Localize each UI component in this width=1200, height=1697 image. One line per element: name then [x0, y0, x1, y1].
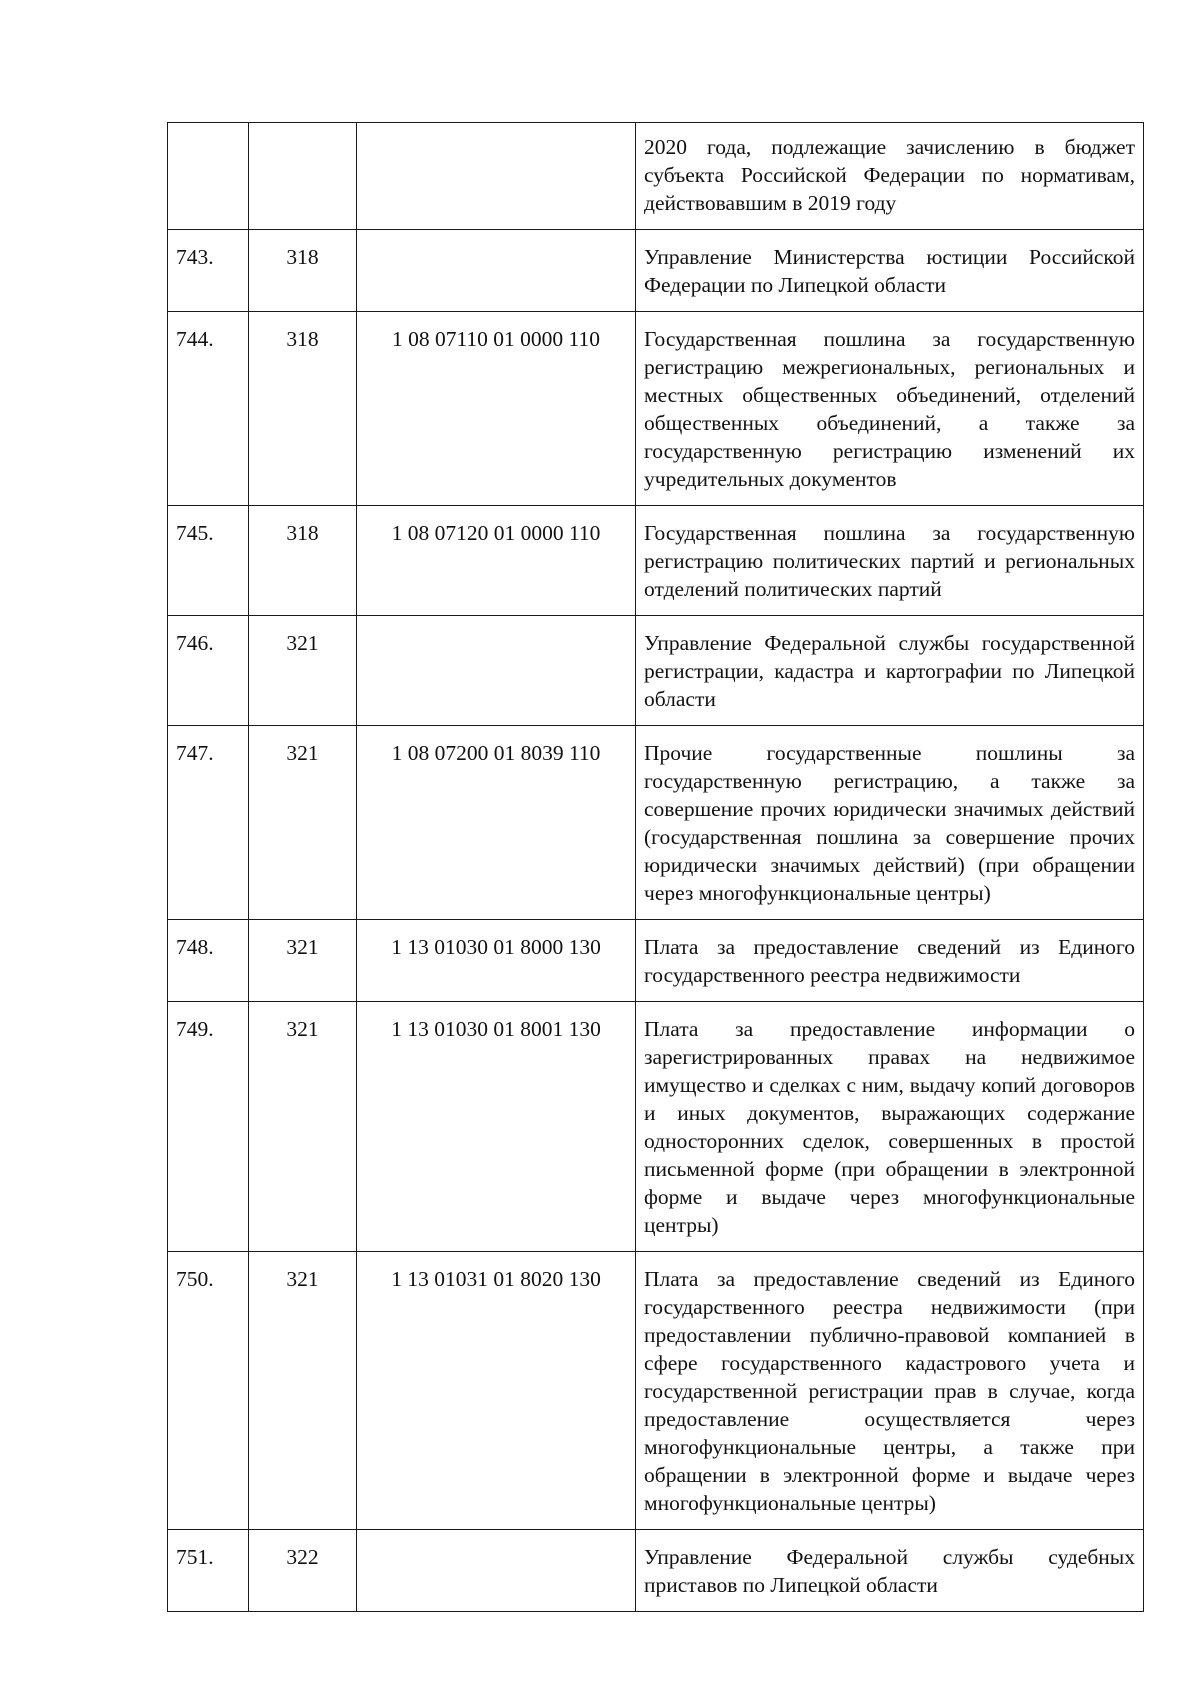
- row-number: 746.: [168, 616, 249, 726]
- table-row: [168, 616, 1144, 726]
- revenue-classification-code: 1 08 07120 01 0000 110: [357, 506, 636, 616]
- table-row: [168, 1252, 1144, 1530]
- row-number: 747.: [168, 726, 249, 920]
- administrator-code: 318: [249, 312, 357, 506]
- revenue-description: Управление Федеральной службы судебных приставов по Липецкой области: [636, 1530, 1144, 1612]
- revenue-description: Плата за предоставление сведений из Единого государственного реестра недвижимости (при предоставлении публично-правовой компанией в сфере государственного кадастрового учета и государственной регистрации прав в случае, когда предоставление осуществляется через многофункциональные центры, а также при обращении в электронной форме и выдаче через многофункциональные центры): [636, 1252, 1144, 1530]
- revenue-description: Управление Федеральной службы государственной регистрации, кадастра и картографии по Липецкой области: [636, 616, 1144, 726]
- revenue-description: Плата за предоставление сведений из Единого государственного реестра недвижимости: [636, 920, 1144, 1002]
- table-row: [168, 726, 1144, 920]
- revenue-classification-code: 1 13 01030 01 8000 130: [357, 920, 636, 1002]
- table-row: [168, 123, 1144, 230]
- administrator-code: 322: [249, 1530, 357, 1612]
- administrator-code: 321: [249, 920, 357, 1002]
- revenue-description: Государственная пошлина за государственную регистрацию межрегиональных, региональных и местных общественных объединений, отделений общественных объединений, а также за государственную регистрацию изменений их учредительных документов: [636, 312, 1144, 506]
- table-row: [168, 312, 1144, 506]
- revenue-description: Управление Министерства юстиции Российской Федерации по Липецкой области: [636, 230, 1144, 312]
- revenue-description: Прочие государственные пошлины за государственную регистрацию, а также за совершение прочих юридически значимых действий (государственная пошлина за совершение прочих юридически значимых действий) (при обращении через многофункциональные центры): [636, 726, 1144, 920]
- row-number: 748.: [168, 920, 249, 1002]
- administrator-code: 318: [249, 230, 357, 312]
- revenue-classification-code: [357, 1530, 636, 1612]
- administrator-code: [249, 123, 357, 230]
- revenue-classification-code: [357, 230, 636, 312]
- revenue-description: 2020 года, подлежащие зачислению в бюджет субъекта Российской Федерации по нормативам, действовавшим в 2019 году: [636, 123, 1144, 230]
- row-number: 743.: [168, 230, 249, 312]
- row-number: 745.: [168, 506, 249, 616]
- table-row: [168, 920, 1144, 1002]
- row-number: 750.: [168, 1252, 249, 1530]
- table-row: [168, 230, 1144, 312]
- row-number: [168, 123, 249, 230]
- administrator-code: 321: [249, 616, 357, 726]
- administrator-code: 321: [249, 1002, 357, 1252]
- revenue-description: Плата за предоставление информации о зарегистрированных правах на недвижимое имущество и сделках с ним, выдачу копий договоров и иных документов, выражающих содержание односторонних сделок, совершенных в простой письменной форме (при обращении в электронной форме и выдаче через многофункциональные центры): [636, 1002, 1144, 1252]
- revenue-classification-code: 1 08 07200 01 8039 110: [357, 726, 636, 920]
- administrator-code: 318: [249, 506, 357, 616]
- revenue-classification-code: 1 13 01031 01 8020 130: [357, 1252, 636, 1530]
- table-row: [168, 506, 1144, 616]
- revenue-classification-code: 1 08 07110 01 0000 110: [357, 312, 636, 506]
- revenue-classification-code: [357, 123, 636, 230]
- administrator-code: 321: [249, 1252, 357, 1530]
- budget-revenue-table: [167, 122, 1144, 1612]
- row-number: 744.: [168, 312, 249, 506]
- administrator-code: 321: [249, 726, 357, 920]
- revenue-classification-code: [357, 616, 636, 726]
- revenue-classification-code: 1 13 01030 01 8001 130: [357, 1002, 636, 1252]
- table-row: [168, 1002, 1144, 1252]
- table-row: [168, 1530, 1144, 1612]
- row-number: 749.: [168, 1002, 249, 1252]
- row-number: 751.: [168, 1530, 249, 1612]
- revenue-description: Государственная пошлина за государственную регистрацию политических партий и региональных отделений политических партий: [636, 506, 1144, 616]
